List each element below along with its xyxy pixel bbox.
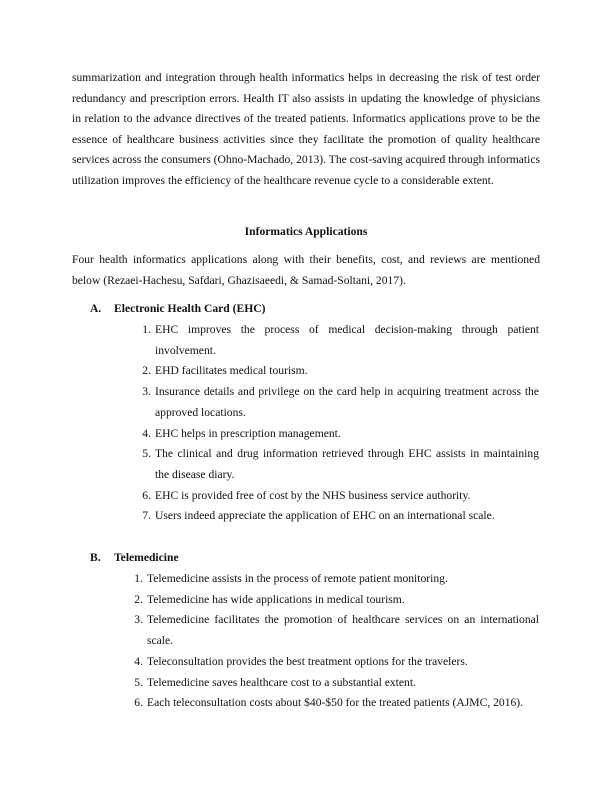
- section-b-list: [134, 569, 539, 714]
- list-item: [142, 361, 539, 382]
- list-item-text: EHC is provided free of cost by the NHS business service authority.: [155, 488, 471, 502]
- list-item: [134, 590, 539, 611]
- list-item: [142, 506, 539, 527]
- list-item-text: The clinical and drug information retrieved through EHC assists in maintaining the disease diary.: [155, 447, 539, 481]
- section-a-letter: A.: [90, 302, 102, 315]
- list-item-text: Telemedicine has wide applications in medical tourism.: [147, 592, 405, 606]
- list-item-text: Telemedicine facilitates the promotion of healthcare services on an international scale.: [147, 613, 539, 648]
- section-a-title: [90, 299, 265, 319]
- list-item: [142, 444, 539, 485]
- list-item-text: EHD facilitates medical tourism.: [155, 364, 308, 378]
- intro-paragraph: summarization and integration through health informatics helps in decreasing the risk of test order redundancy and prescription errors. Health IT also assists in updating the knowledge of physicians in relation to the advance directives of the treated patients. Informatics applications prove to be the essence of healthcare business activities since they facilitate the promotion of quality healthcare services across the consumers (Ohno-Machado, 2013). The cost-saving acquired through informatics utilization improves the efficiency of the healthcare revenue cycle to a considerable extent.: [72, 71, 540, 187]
- list-item: [134, 652, 539, 673]
- list-item-number: 2.: [134, 592, 143, 606]
- section-intro-paragraph: Four health informatics applications along with their benefits, cost, and reviews are mentioned below (Rezaei-Hachesu, Safdari, Ghazisaeedi, & Samad-Soltani, 2017).: [72, 253, 540, 287]
- list-item-text: Each teleconsultation costs about $40-$50 for the treated patients (AJMC, 2016).: [147, 696, 524, 710]
- list-item: [134, 673, 539, 694]
- section-b-title: [90, 548, 179, 568]
- list-item-number: 6.: [142, 488, 151, 502]
- list-item-text: EHC helps in prescription management.: [155, 426, 341, 440]
- list-item-number: 7.: [142, 509, 151, 523]
- list-item-number: 4.: [134, 654, 143, 668]
- list-item-number: 6.: [134, 696, 143, 710]
- list-item-number: 1.: [134, 572, 143, 585]
- list-item-number: 3.: [142, 385, 151, 399]
- list-item-number: 4.: [142, 426, 151, 440]
- list-item: [142, 424, 539, 445]
- list-item: [142, 320, 539, 361]
- list-item-number: 2.: [142, 364, 151, 378]
- list-item-number: 3.: [134, 613, 143, 627]
- list-item: [134, 569, 539, 590]
- list-item-text: EHC improves the process of medical decision-making through patient involvement.: [155, 323, 539, 357]
- list-item: [142, 382, 539, 423]
- list-item-number: 5.: [142, 447, 151, 461]
- list-item-text: Telemedicine saves healthcare cost to a substantial extent.: [147, 675, 416, 689]
- list-item-text: Insurance details and privilege on the card help in acquiring treatment across the approved locations.: [155, 385, 539, 419]
- list-item-text: Users indeed appreciate the application of EHC on an international scale.: [155, 509, 495, 523]
- list-item: [142, 486, 539, 507]
- section-heading: Informatics Applications: [244, 225, 368, 238]
- list-item-number: 1.: [142, 323, 151, 336]
- list-item-number: 5.: [134, 675, 143, 689]
- section-b-title-text: Telemedicine: [114, 551, 179, 564]
- list-item: [134, 610, 539, 651]
- section-b-letter: B.: [90, 551, 101, 564]
- list-item-text: Telemedicine assists in the process of remote patient monitoring.: [147, 572, 448, 585]
- section-a-list: [142, 320, 539, 527]
- section-a-title-text: Electronic Health Card (EHC): [114, 302, 266, 315]
- list-item: [134, 693, 539, 714]
- list-item-text: Teleconsultation provides the best treatment options for the travelers.: [147, 654, 468, 668]
